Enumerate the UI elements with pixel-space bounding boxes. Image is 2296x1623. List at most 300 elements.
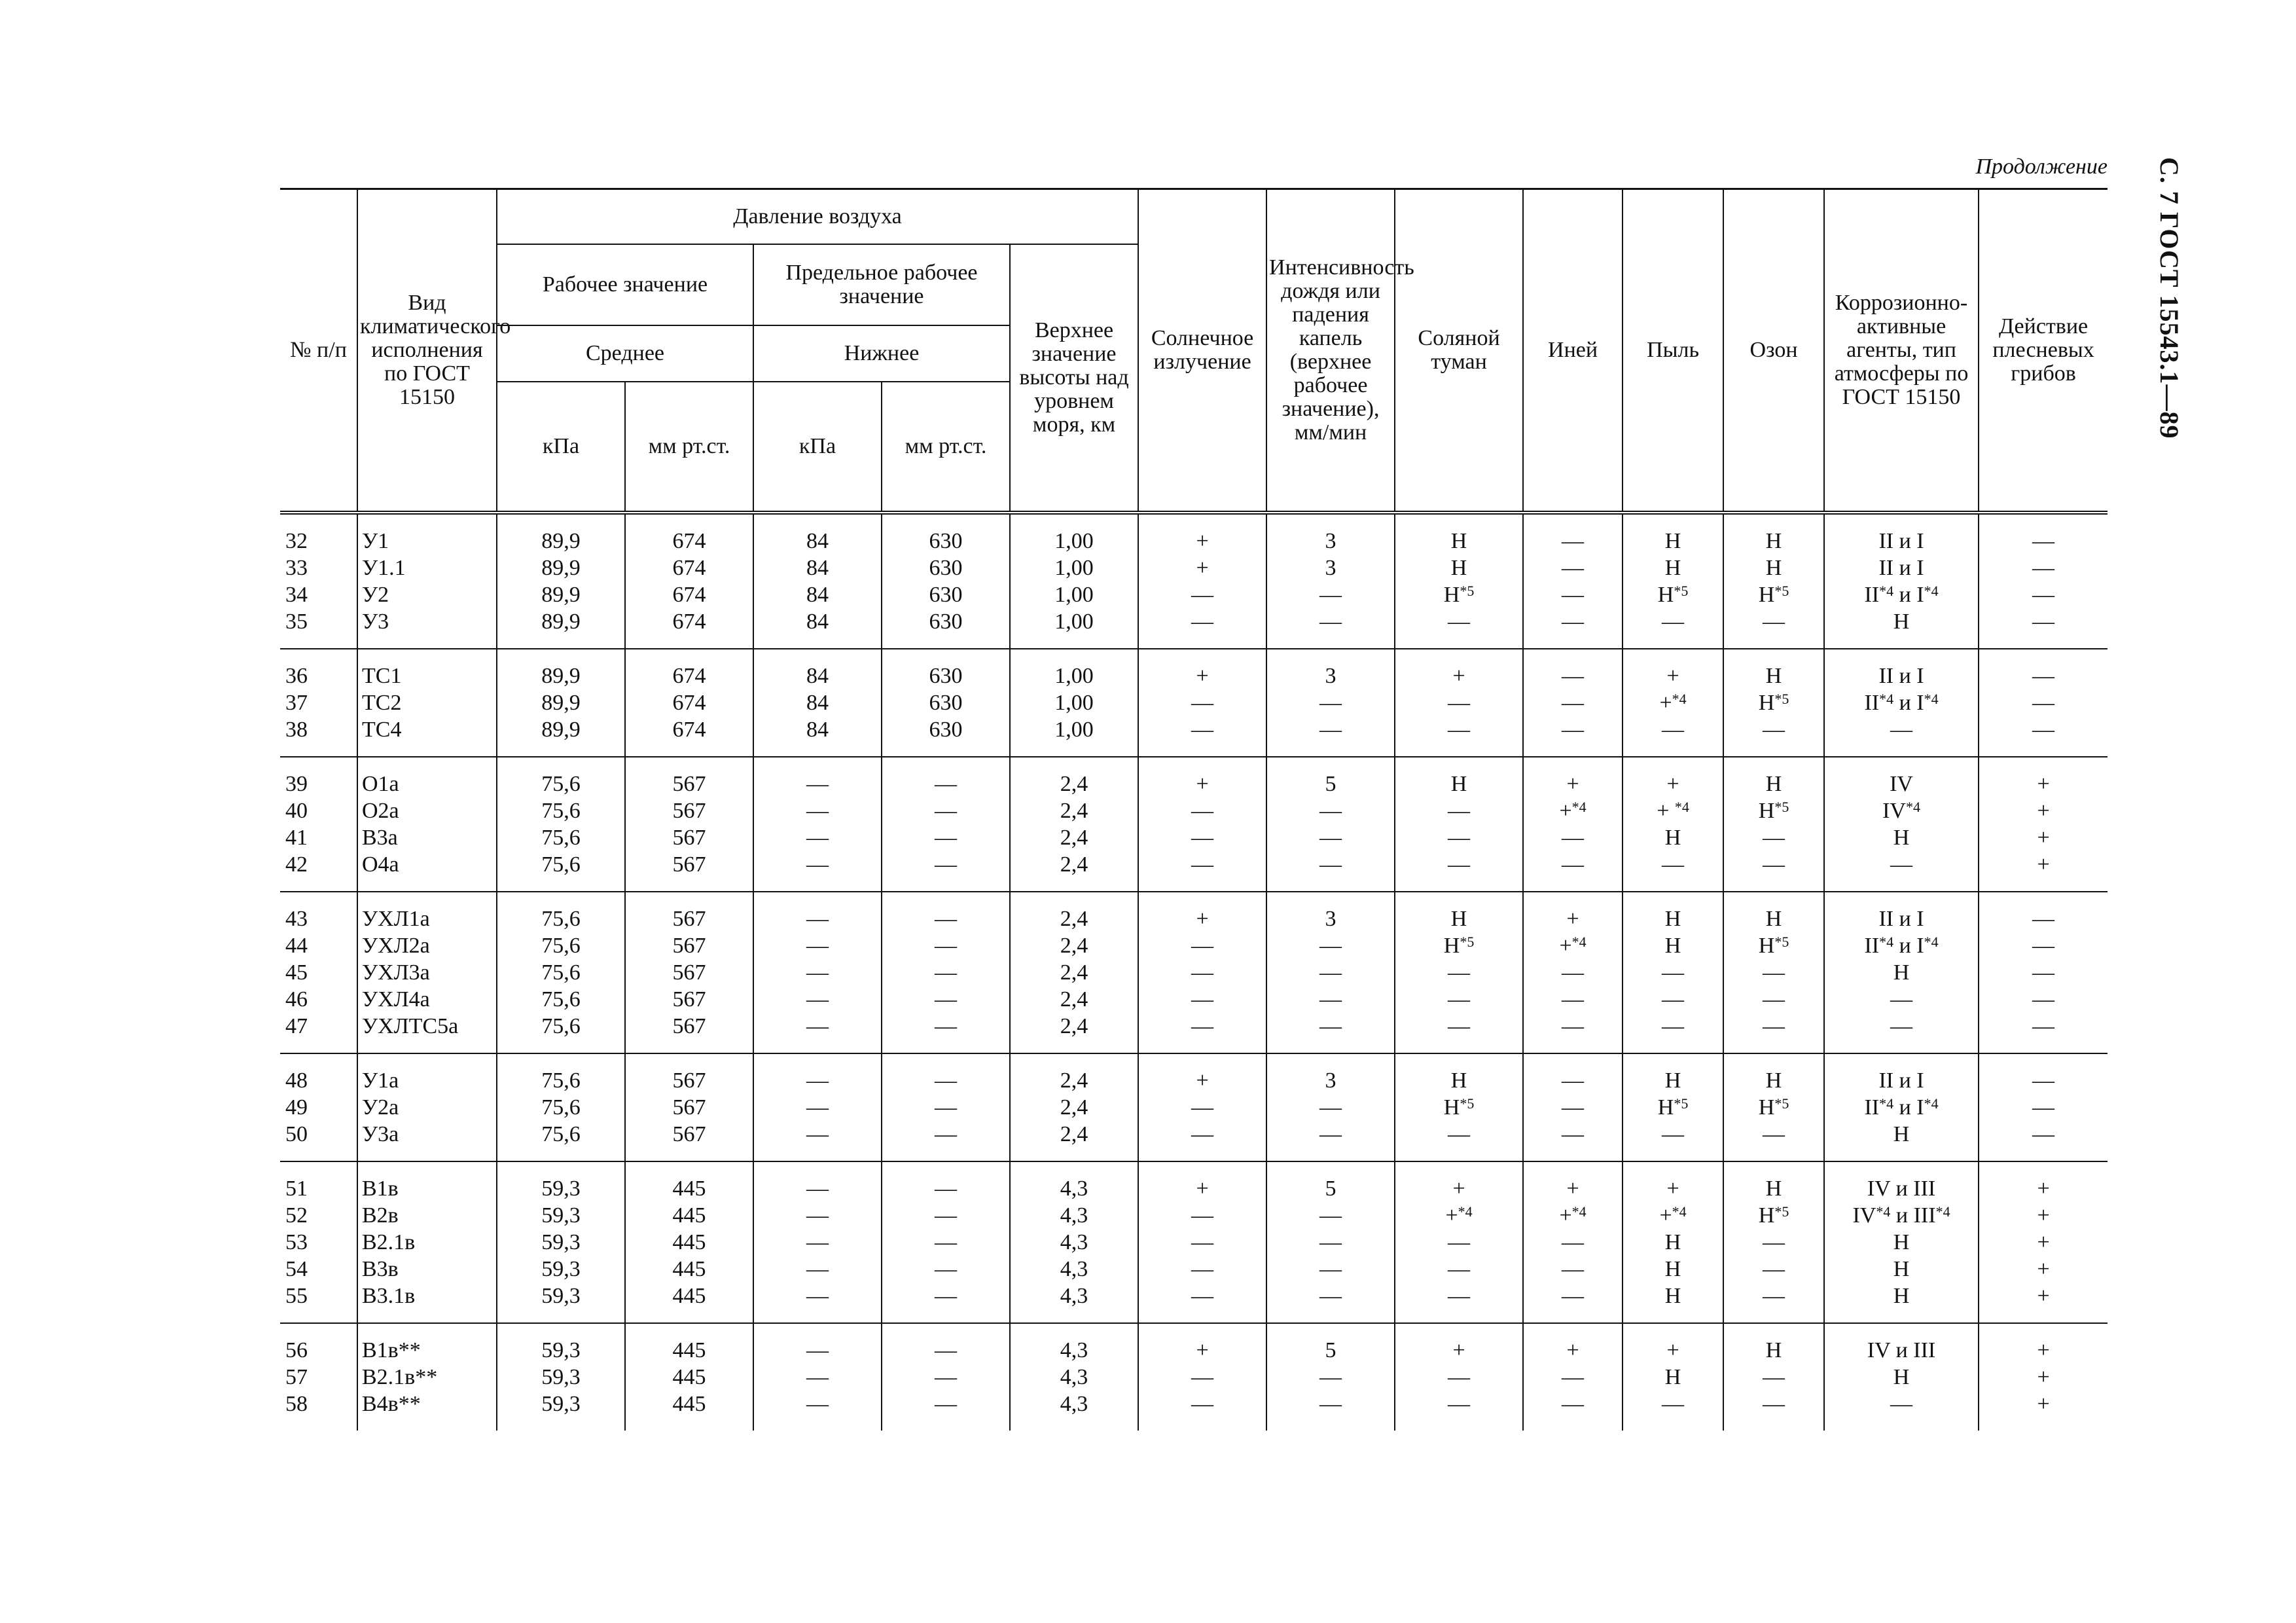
cell-salt-fog: — xyxy=(1395,1229,1523,1256)
cell-kpa-lower: — xyxy=(753,1391,882,1431)
cell-altitude: 4,3 xyxy=(1010,1229,1138,1256)
cell-salt-fog: Н xyxy=(1395,513,1523,555)
cell-kpa-lower: — xyxy=(753,1202,882,1229)
cell-corrosive: II и I xyxy=(1824,892,1979,932)
cell-ozone: $Н^{*5}$ xyxy=(1723,1202,1824,1229)
cell-rain: — xyxy=(1266,986,1395,1013)
cell-mmhg-lower: — xyxy=(882,1283,1010,1323)
cell-fungi: — xyxy=(1979,581,2108,608)
cell-solar: + xyxy=(1138,513,1266,555)
cell-mmhg-avg: 674 xyxy=(625,716,753,757)
cell-salt-fog: — xyxy=(1395,716,1523,757)
header-dust: Пыль xyxy=(1623,189,1723,513)
header-mmhg-lower: мм рт.ст. xyxy=(882,382,1010,513)
cell-kpa-lower: — xyxy=(753,757,882,797)
table-row xyxy=(280,986,2108,1013)
cell-mmhg-lower: — xyxy=(882,986,1010,1013)
cell-mmhg-lower: 630 xyxy=(882,649,1010,689)
cell-kpa-avg: 89,9 xyxy=(497,555,625,581)
cell-rain: — xyxy=(1266,851,1395,892)
cell-fungi: + xyxy=(1979,1283,2108,1323)
cell-num: 49 xyxy=(280,1094,357,1121)
header-kpa-lower: кПа xyxy=(753,382,882,513)
cell-corrosive: Н xyxy=(1824,1229,1979,1256)
cell-kpa-lower: — xyxy=(753,1229,882,1256)
cell-num: 52 xyxy=(280,1202,357,1229)
cell-rain: — xyxy=(1266,824,1395,851)
cell-salt-fog: $Н^{*5}$ xyxy=(1395,932,1523,959)
cell-solar: + xyxy=(1138,1053,1266,1094)
cell-num: 47 xyxy=(280,1013,357,1053)
cell-salt-fog: + xyxy=(1395,649,1523,689)
cell-kpa-avg: 75,6 xyxy=(497,892,625,932)
cell-kind: В3.1в xyxy=(357,1283,497,1323)
cell-mmhg-avg: 445 xyxy=(625,1364,753,1391)
cell-kind: У2а xyxy=(357,1094,497,1121)
cell-kind: УХЛ2а xyxy=(357,932,497,959)
cell-solar: — xyxy=(1138,1391,1266,1431)
cell-corrosive: Н xyxy=(1824,1283,1979,1323)
cell-kind: УХЛ1а xyxy=(357,892,497,932)
cell-salt-fog: + xyxy=(1395,1323,1523,1364)
cell-kind: ТС1 xyxy=(357,649,497,689)
cell-mmhg-lower: — xyxy=(882,824,1010,851)
cell-dust: Н xyxy=(1623,892,1723,932)
table-row xyxy=(280,1229,2108,1256)
cell-rain: 3 xyxy=(1266,649,1395,689)
cell-kind: УХЛ3а xyxy=(357,959,497,986)
cell-mmhg-avg: 567 xyxy=(625,824,753,851)
cell-kpa-lower: — xyxy=(753,1121,882,1161)
cell-kind: В2в xyxy=(357,1202,497,1229)
cell-num: 58 xyxy=(280,1391,357,1431)
header-average: Среднее xyxy=(497,325,753,382)
cell-mmhg-lower: — xyxy=(882,1013,1010,1053)
cell-altitude: 1,00 xyxy=(1010,513,1138,555)
cell-dust: Н xyxy=(1623,1053,1723,1094)
cell-num: 43 xyxy=(280,892,357,932)
table-row xyxy=(280,1283,2108,1323)
cell-ozone: — xyxy=(1723,608,1824,649)
cell-fungi: + xyxy=(1979,1229,2108,1256)
cell-corrosive: — xyxy=(1824,986,1979,1013)
cell-salt-fog: Н xyxy=(1395,555,1523,581)
cell-mmhg-lower: 630 xyxy=(882,716,1010,757)
cell-fungi: + xyxy=(1979,1364,2108,1391)
cell-kpa-avg: 75,6 xyxy=(497,1121,625,1161)
cell-frost: — xyxy=(1523,608,1623,649)
cell-altitude: 2,4 xyxy=(1010,757,1138,797)
cell-mmhg-lower: 630 xyxy=(882,581,1010,608)
cell-rain: — xyxy=(1266,689,1395,716)
cell-mmhg-avg: 567 xyxy=(625,959,753,986)
cell-kind: В3а xyxy=(357,824,497,851)
cell-frost: +$^{*4}$ xyxy=(1523,932,1623,959)
header-limit-working-value: Предельное рабочее значение xyxy=(753,244,1010,325)
cell-altitude: 2,4 xyxy=(1010,797,1138,824)
cell-mmhg-avg: 567 xyxy=(625,1094,753,1121)
cell-altitude: 1,00 xyxy=(1010,649,1138,689)
cell-kpa-lower: 84 xyxy=(753,689,882,716)
cell-altitude: 1,00 xyxy=(1010,689,1138,716)
table-row xyxy=(280,1094,2108,1121)
cell-mmhg-lower: 630 xyxy=(882,689,1010,716)
header-corrosive: Коррозионно-активные агенты, тип атмосферы по ГОСТ 15150 xyxy=(1824,189,1979,513)
cell-dust: $Н^{*5}$ xyxy=(1623,581,1723,608)
cell-solar: — xyxy=(1138,797,1266,824)
cell-kind: В2.1в xyxy=(357,1229,497,1256)
cell-kpa-avg: 89,9 xyxy=(497,649,625,689)
cell-num: 33 xyxy=(280,555,357,581)
cell-corrosive: IV xyxy=(1824,757,1979,797)
cell-kpa-avg: 59,3 xyxy=(497,1364,625,1391)
cell-ozone: Н xyxy=(1723,513,1824,555)
cell-kind: В4в** xyxy=(357,1391,497,1431)
cell-rain: 3 xyxy=(1266,892,1395,932)
cell-altitude: 1,00 xyxy=(1010,581,1138,608)
cell-fungi: — xyxy=(1979,932,2108,959)
cell-altitude: 4,3 xyxy=(1010,1283,1138,1323)
cell-mmhg-avg: 674 xyxy=(625,581,753,608)
cell-solar: + xyxy=(1138,649,1266,689)
cell-num: 42 xyxy=(280,851,357,892)
cell-frost: — xyxy=(1523,581,1623,608)
cell-corrosive: II$^{*4}$ и $I^{*4}$ xyxy=(1824,689,1979,716)
cell-mmhg-avg: 674 xyxy=(625,689,753,716)
header-air-pressure: Давление воздуха xyxy=(497,189,1138,244)
header-working-value: Рабочее значение xyxy=(497,244,753,325)
cell-mmhg-lower: — xyxy=(882,757,1010,797)
table-row xyxy=(280,513,2108,555)
cell-kind: О4а xyxy=(357,851,497,892)
cell-mmhg-lower: — xyxy=(882,1323,1010,1364)
cell-fungi: + xyxy=(1979,824,2108,851)
cell-num: 39 xyxy=(280,757,357,797)
cell-salt-fog: $Н^{*5}$ xyxy=(1395,581,1523,608)
table-row xyxy=(280,959,2108,986)
cell-corrosive: II$^{*4}$ и $I^{*4}$ xyxy=(1824,1094,1979,1121)
cell-frost: — xyxy=(1523,824,1623,851)
cell-frost: — xyxy=(1523,986,1623,1013)
cell-solar: — xyxy=(1138,1013,1266,1053)
cell-kind: О2а xyxy=(357,797,497,824)
cell-dust: Н xyxy=(1623,555,1723,581)
cell-kind: У3а xyxy=(357,1121,497,1161)
cell-ozone: — xyxy=(1723,959,1824,986)
cell-dust: — xyxy=(1623,851,1723,892)
cell-kpa-lower: 84 xyxy=(753,649,882,689)
cell-ozone: — xyxy=(1723,1121,1824,1161)
cell-kind: УХЛТС5а xyxy=(357,1013,497,1053)
cell-kpa-avg: 89,9 xyxy=(497,608,625,649)
table-body xyxy=(280,513,2108,1431)
cell-fungi: — xyxy=(1979,892,2108,932)
cell-dust: + xyxy=(1623,1161,1723,1202)
cell-num: 38 xyxy=(280,716,357,757)
cell-frost: — xyxy=(1523,1229,1623,1256)
cell-solar: — xyxy=(1138,1229,1266,1256)
cell-altitude: 4,3 xyxy=(1010,1323,1138,1364)
cell-frost: — xyxy=(1523,1391,1623,1431)
cell-frost: — xyxy=(1523,555,1623,581)
cell-corrosive: II и I xyxy=(1824,513,1979,555)
cell-rain: — xyxy=(1266,932,1395,959)
table-row xyxy=(280,1121,2108,1161)
cell-frost: — xyxy=(1523,1053,1623,1094)
cell-dust: — xyxy=(1623,716,1723,757)
cell-mmhg-lower: — xyxy=(882,1364,1010,1391)
cell-rain: — xyxy=(1266,1283,1395,1323)
cell-corrosive: Н xyxy=(1824,1256,1979,1283)
climate-table xyxy=(280,188,2108,1431)
cell-frost: — xyxy=(1523,716,1623,757)
cell-dust: + $^{*4}$ xyxy=(1623,797,1723,824)
cell-solar: — xyxy=(1138,1256,1266,1283)
cell-mmhg-avg: 567 xyxy=(625,1121,753,1161)
cell-ozone: — xyxy=(1723,1391,1824,1431)
cell-salt-fog: — xyxy=(1395,608,1523,649)
cell-ozone: — xyxy=(1723,1229,1824,1256)
cell-frost: — xyxy=(1523,513,1623,555)
cell-ozone: Н xyxy=(1723,1161,1824,1202)
cell-salt-fog: — xyxy=(1395,1391,1523,1431)
cell-num: 54 xyxy=(280,1256,357,1283)
cell-corrosive: II$^{*4}$ и $I^{*4}$ xyxy=(1824,932,1979,959)
cell-kind: ТС2 xyxy=(357,689,497,716)
cell-num: 51 xyxy=(280,1161,357,1202)
cell-solar: — xyxy=(1138,986,1266,1013)
cell-altitude: 2,4 xyxy=(1010,1053,1138,1094)
cell-rain: 5 xyxy=(1266,757,1395,797)
cell-mmhg-avg: 567 xyxy=(625,851,753,892)
cell-kpa-lower: 84 xyxy=(753,608,882,649)
continuation-label: Продолжение xyxy=(1975,155,2108,179)
cell-kind: В2.1в** xyxy=(357,1364,497,1391)
cell-mmhg-avg: 567 xyxy=(625,797,753,824)
cell-frost: — xyxy=(1523,1094,1623,1121)
cell-fungi: + xyxy=(1979,1391,2108,1431)
cell-kpa-avg: 75,6 xyxy=(497,757,625,797)
cell-mmhg-lower: — xyxy=(882,1094,1010,1121)
cell-kind: УХЛ4а xyxy=(357,986,497,1013)
table-row xyxy=(280,1053,2108,1094)
cell-ozone: $Н^{*5}$ xyxy=(1723,797,1824,824)
cell-dust: + xyxy=(1623,757,1723,797)
cell-fungi: — xyxy=(1979,649,2108,689)
cell-dust: Н xyxy=(1623,824,1723,851)
cell-ozone: Н xyxy=(1723,757,1824,797)
cell-salt-fog: $Н^{*5}$ xyxy=(1395,1094,1523,1121)
cell-ozone: — xyxy=(1723,824,1824,851)
cell-salt-fog: — xyxy=(1395,1013,1523,1053)
cell-altitude: 2,4 xyxy=(1010,1013,1138,1053)
header-num: № п/п xyxy=(280,189,357,513)
table-row xyxy=(280,608,2108,649)
cell-mmhg-lower: — xyxy=(882,1121,1010,1161)
cell-solar: — xyxy=(1138,716,1266,757)
cell-kpa-lower: — xyxy=(753,1283,882,1323)
cell-kind: У1.1 xyxy=(357,555,497,581)
cell-kpa-avg: 59,3 xyxy=(497,1323,625,1364)
table-row xyxy=(280,555,2108,581)
cell-solar: + xyxy=(1138,757,1266,797)
cell-num: 32 xyxy=(280,513,357,555)
cell-solar: + xyxy=(1138,555,1266,581)
cell-solar: — xyxy=(1138,851,1266,892)
cell-mmhg-lower: — xyxy=(882,1391,1010,1431)
cell-mmhg-avg: 567 xyxy=(625,986,753,1013)
cell-rain: — xyxy=(1266,1229,1395,1256)
cell-solar: + xyxy=(1138,892,1266,932)
cell-altitude: 4,3 xyxy=(1010,1202,1138,1229)
cell-rain: — xyxy=(1266,1094,1395,1121)
cell-kind: У3 xyxy=(357,608,497,649)
cell-ozone: — xyxy=(1723,1013,1824,1053)
cell-corrosive: IV$^{*4}$ и III$^{*4}$ xyxy=(1824,1202,1979,1229)
cell-rain: — xyxy=(1266,959,1395,986)
cell-ozone: Н xyxy=(1723,892,1824,932)
cell-dust: +$^{*4}$ xyxy=(1623,1202,1723,1229)
cell-fungi: + xyxy=(1979,1323,2108,1364)
header-frost: Иней xyxy=(1523,189,1623,513)
cell-rain: — xyxy=(1266,1364,1395,1391)
cell-ozone: — xyxy=(1723,1364,1824,1391)
cell-ozone: — xyxy=(1723,1256,1824,1283)
cell-corrosive: IV$^{*4}$ xyxy=(1824,797,1979,824)
cell-mmhg-avg: 445 xyxy=(625,1283,753,1323)
cell-altitude: 2,4 xyxy=(1010,824,1138,851)
header-kpa-avg: кПа xyxy=(497,382,625,513)
cell-mmhg-lower: — xyxy=(882,932,1010,959)
cell-kpa-avg: 75,6 xyxy=(497,1013,625,1053)
cell-rain: — xyxy=(1266,608,1395,649)
cell-num: 55 xyxy=(280,1283,357,1323)
cell-mmhg-avg: 445 xyxy=(625,1202,753,1229)
cell-fungi: — xyxy=(1979,1053,2108,1094)
cell-corrosive: Н xyxy=(1824,608,1979,649)
cell-ozone: $Н^{*5}$ xyxy=(1723,932,1824,959)
cell-salt-fog: — xyxy=(1395,1121,1523,1161)
cell-fungi: + xyxy=(1979,1256,2108,1283)
cell-ozone: $Н^{*5}$ xyxy=(1723,1094,1824,1121)
cell-kpa-avg: 59,3 xyxy=(497,1283,625,1323)
cell-solar: — xyxy=(1138,689,1266,716)
cell-mmhg-lower: — xyxy=(882,797,1010,824)
cell-fungi: — xyxy=(1979,608,2108,649)
cell-altitude: 2,4 xyxy=(1010,932,1138,959)
cell-solar: — xyxy=(1138,1283,1266,1323)
cell-frost: — xyxy=(1523,689,1623,716)
table-row xyxy=(280,1256,2108,1283)
table-row xyxy=(280,1364,2108,1391)
cell-altitude: 2,4 xyxy=(1010,851,1138,892)
cell-dust: — xyxy=(1623,1013,1723,1053)
cell-mmhg-lower: — xyxy=(882,1202,1010,1229)
cell-dust: Н xyxy=(1623,513,1723,555)
cell-num: 40 xyxy=(280,797,357,824)
cell-altitude: 4,3 xyxy=(1010,1256,1138,1283)
table-row xyxy=(280,1391,2108,1431)
cell-mmhg-avg: 445 xyxy=(625,1161,753,1202)
cell-salt-fog: Н xyxy=(1395,892,1523,932)
cell-ozone: — xyxy=(1723,716,1824,757)
table-row xyxy=(280,1013,2108,1053)
cell-rain: — xyxy=(1266,1121,1395,1161)
cell-fungi: + xyxy=(1979,1202,2108,1229)
cell-num: 41 xyxy=(280,824,357,851)
header-salt-fog: Соляной туман xyxy=(1395,189,1523,513)
cell-dust: $Н^{*5}$ xyxy=(1623,1094,1723,1121)
cell-kpa-avg: 89,9 xyxy=(497,513,625,555)
header-upper-altitude: Верхнее значение высоты над уровнем моря, км xyxy=(1010,244,1138,513)
cell-frost: — xyxy=(1523,1013,1623,1053)
cell-rain: — xyxy=(1266,1391,1395,1431)
header-fungi: Действие плесневых грибов xyxy=(1979,189,2108,513)
cell-rain: — xyxy=(1266,1013,1395,1053)
cell-salt-fog: — xyxy=(1395,797,1523,824)
cell-rain: — xyxy=(1266,797,1395,824)
cell-salt-fog: — xyxy=(1395,1364,1523,1391)
cell-kpa-avg: 75,6 xyxy=(497,797,625,824)
header-kind: Вид климатического исполнения по ГОСТ 15150 xyxy=(357,189,497,513)
table-row xyxy=(280,851,2108,892)
cell-corrosive: IV и III xyxy=(1824,1161,1979,1202)
cell-salt-fog: — xyxy=(1395,1283,1523,1323)
table-row xyxy=(280,1323,2108,1364)
cell-mmhg-lower: 630 xyxy=(882,608,1010,649)
header-ozone: Озон xyxy=(1723,189,1824,513)
cell-kpa-lower: — xyxy=(753,892,882,932)
cell-kpa-lower: — xyxy=(753,959,882,986)
cell-kpa-avg: 75,6 xyxy=(497,1053,625,1094)
table-header xyxy=(280,189,2108,513)
cell-ozone: Н xyxy=(1723,649,1824,689)
cell-ozone: — xyxy=(1723,851,1824,892)
cell-salt-fog: Н xyxy=(1395,1053,1523,1094)
cell-corrosive: Н xyxy=(1824,959,1979,986)
cell-altitude: 1,00 xyxy=(1010,716,1138,757)
cell-rain: — xyxy=(1266,581,1395,608)
cell-num: 50 xyxy=(280,1121,357,1161)
cell-kpa-avg: 75,6 xyxy=(497,1094,625,1121)
cell-kpa-lower: — xyxy=(753,1094,882,1121)
cell-fungi: — xyxy=(1979,986,2108,1013)
cell-rain: 3 xyxy=(1266,513,1395,555)
cell-mmhg-lower: — xyxy=(882,1161,1010,1202)
cell-kpa-avg: 89,9 xyxy=(497,716,625,757)
cell-kpa-avg: 59,3 xyxy=(497,1391,625,1431)
cell-frost: — xyxy=(1523,1283,1623,1323)
cell-corrosive: II и I xyxy=(1824,649,1979,689)
cell-num: 48 xyxy=(280,1053,357,1094)
table-row xyxy=(280,1202,2108,1229)
cell-num: 35 xyxy=(280,608,357,649)
cell-solar: + xyxy=(1138,1323,1266,1364)
cell-rain: 3 xyxy=(1266,1053,1395,1094)
cell-salt-fog: — xyxy=(1395,851,1523,892)
cell-kind: У1 xyxy=(357,513,497,555)
cell-kpa-lower: — xyxy=(753,1053,882,1094)
cell-altitude: 2,4 xyxy=(1010,892,1138,932)
cell-mmhg-lower: 630 xyxy=(882,555,1010,581)
cell-mmhg-avg: 674 xyxy=(625,513,753,555)
cell-corrosive: Н xyxy=(1824,824,1979,851)
cell-dust: + xyxy=(1623,1323,1723,1364)
cell-frost: + xyxy=(1523,1161,1623,1202)
cell-mmhg-avg: 445 xyxy=(625,1323,753,1364)
table-row xyxy=(280,757,2108,797)
cell-ozone: $Н^{*5}$ xyxy=(1723,581,1824,608)
